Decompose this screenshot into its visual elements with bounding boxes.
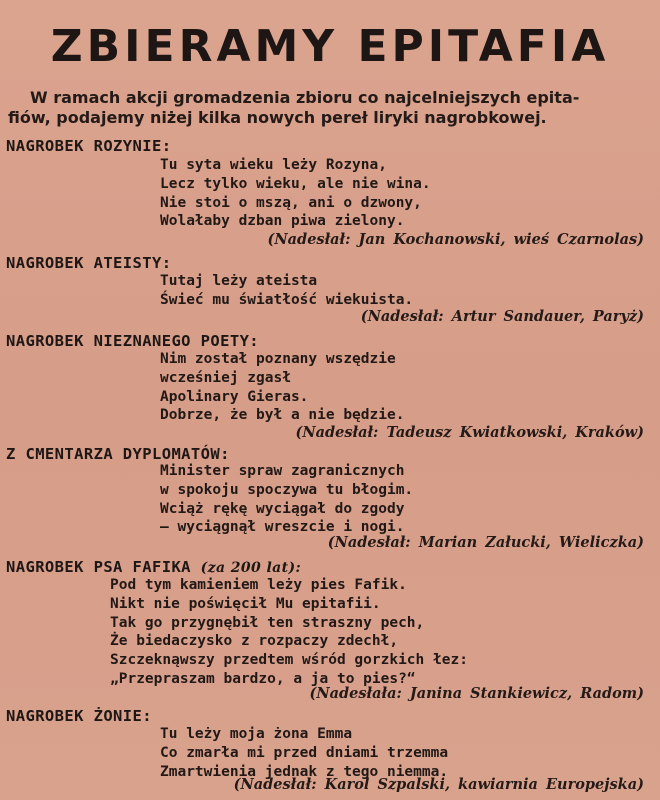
verse-line: Że biedaczysko z rozpaczy zdechł, <box>110 633 399 650</box>
verse-line: Lecz tylko wieku, ale nie wina. <box>160 175 431 192</box>
intro-line: fiów, podajemy niżej kilka nowych pereł liryki nagrobkowej. <box>8 108 547 127</box>
verse-line: Apolinary Gieras. <box>160 388 309 405</box>
verse-line: Nim został poznany wszędzie <box>160 351 396 367</box>
verse-line: Szczeknąwszy przedtem wśród gorzkich łez: <box>110 652 468 669</box>
page-title: ZBIERAMY EPITAFIA <box>50 21 610 72</box>
verse-line: Nikt nie poświęcił Mu epitafii. <box>110 595 381 612</box>
verse-line: Świeć mu światłość wiekuista. <box>160 291 414 308</box>
intro-paragraph <box>8 88 648 128</box>
verse-line: Pod tym kamieniem leży pies Fafik. <box>110 577 407 593</box>
verse-line: Zmartwienia jednak z tego niemma. <box>160 763 449 780</box>
verse-line: Nie stoi o mszą, ani o dzwony, <box>160 194 422 211</box>
verse-line: Tak go przygnębił ten straszny pech, <box>110 614 425 631</box>
epitaph-heading-dyplomaci: Z CMENTARZA DYPLOMATÓW: <box>6 445 230 463</box>
epitaph-credit-poeta: (Nadesłał: Tadeusz Kwiatkowski, Kraków) <box>295 424 644 441</box>
epitaph-heading-fafik <box>6 558 301 576</box>
verse-line: Tu leży moja żona Emma <box>160 726 353 742</box>
epitaph-verse-rozyna <box>160 156 431 231</box>
epitaph-credit-dyplomaci: (Nadesłał: Marian Załucki, Wieliczka) <box>327 534 644 551</box>
epitaph-credit-zona: (Nadesłał: Karol Szpalski, kawiarnia Europejska) <box>233 776 644 793</box>
verse-line: w spokoju spoczywa tu błogim. <box>160 481 414 498</box>
epitaph-heading-poeta: NAGROBEK NIEZNANEGO POETY: <box>6 332 260 350</box>
epitaph-heading-zona: NAGROBEK ŻONIE: <box>6 707 152 725</box>
verse-line: Wciąż rękę wyciągał do zgody <box>160 500 405 517</box>
verse-line: Tutaj leży ateista <box>160 273 318 289</box>
verse-line: Co zmarła mi przed dniami trzemma <box>160 744 449 761</box>
heading-text: NAGROBEK PSA FAFIKA <box>6 558 191 576</box>
verse-line: Minister spraw zagranicznych <box>160 463 405 479</box>
verse-line: Wolałaby dzban piwa zielony. <box>160 213 405 230</box>
epitaph-credit-ateista: (Nadesłał: Artur Sandauer, Paryż) <box>360 308 644 325</box>
heading-note: (za 200 lat): <box>200 560 302 576</box>
intro-line: W ramach akcji gromadzenia zbioru co najcelniejszych epita- <box>30 88 580 107</box>
epitaph-verse-zona <box>160 725 448 781</box>
epitaph-heading-ateista: NAGROBEK ATEISTY: <box>6 254 172 272</box>
epitaph-credit-fafik: (Nadesłała: Janina Stankiewicz, Radom) <box>309 685 644 702</box>
verse-line: Dobrze, że był a nie będzie. <box>160 407 405 424</box>
verse-line: — wyciągnął wreszcie i nogi. <box>160 519 405 536</box>
epitaph-verse-dyplomaci <box>160 462 413 537</box>
epitaph-verse-poeta <box>160 350 404 425</box>
epitaph-credit-rozyna: (Nadesłał: Jan Kochanowski, wieś Czarnolas) <box>267 231 644 248</box>
epitaph-heading-rozyna: NAGROBEK ROZYNIE: <box>6 137 172 155</box>
verse-line: Tu syta wieku leży Rozyna, <box>160 157 387 173</box>
verse-line: wcześniej zgasł <box>160 369 291 386</box>
epitaph-verse-fafik <box>110 576 468 689</box>
verse-line: „Przepraszam bardzo, a ja to pies?“ <box>110 670 416 687</box>
epitaph-verse-ateista <box>160 272 413 310</box>
